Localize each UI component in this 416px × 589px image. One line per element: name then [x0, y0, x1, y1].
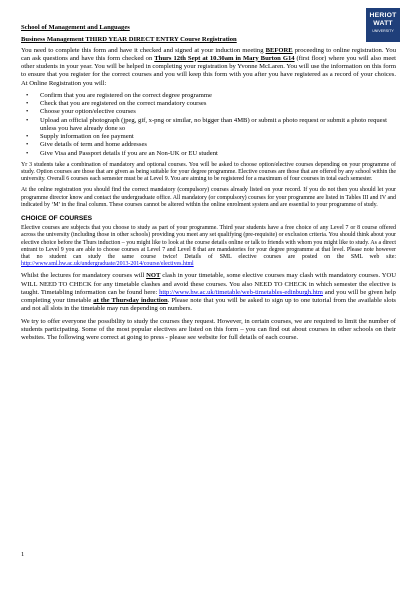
- document-body: [21, 24, 396, 342]
- intro-text-c: (first floor) where you will also meet other students in your year. You will be helped in completing your registration by Yvonne McLaren. You will use the information on this form to ensure that you register for the correct courses and you will keep this form with you after you have registered as a record of your choices. At Online Registration you will:: [21, 54, 397, 87]
- list-item: • Upload an official photograph (jpeg, gif, x-png or similar, no bigger than 4MB) or submit a photo request or submit a photo request unless you have already done so: [26, 116, 388, 132]
- online-registration-paragraph: At the online registration you should find the correct mandatory (compulsory) courses already listed on your record. If you do not then you should let your programme director know and contact the undergraduate office. All mandatory (or compulsory) courses for your programme are listed in Tables III and IV and indicated by ‘M’ in the final column. These courses cannot be altered within the online enrolment system and are essential to your programme of study.: [21, 187, 396, 208]
- logo-line-2: WATT: [373, 20, 393, 27]
- list-item-text: Give details of term and home addresses: [40, 141, 147, 149]
- list-item: • Supply information on fee payment: [26, 133, 134, 140]
- lectures-text-d: . Please note that you will be asked to sign up to one tutorial from the available slots and not all slots in the timetable may run depending on numbers.: [21, 297, 396, 313]
- list-item: • Check that you are registered on the correct mandatory courses: [26, 100, 207, 107]
- offer-paragraph: We try to offer everyone the possibility to study the courses they request. However, in certain courses, we are required to limit the number of students participating. Some of the most popular electives are listed on this form – you can find out about courses in other schools on their websites. The following were correct at going to press - please see website for full details of each course.: [21, 317, 396, 342]
- yr3-paragraph: Yr 3 students take a combination of mandatory and optional courses. You will be asked to choose option/elective courses depending on your programme of study. Option courses are those that are given as being suitable for your degree programme. Elective courses are those that are offered by any school within the university. Overall 6 courses each semester must be at Level 9. You are aiming to be registered for a maximum of four courses in total each semester.: [21, 161, 396, 183]
- lectures-text-a: Whilst the lectures for mandatory courses will: [21, 272, 147, 280]
- school-title: School of Management and Languages: [21, 24, 130, 31]
- list-item-text: Upload an official photograph (jpeg, gif, x-png or similar, no bigger than 4MB) or submit a photo request or submit a photo request unless you have already done so: [40, 116, 388, 132]
- timetable-link[interactable]: http://www.hw.ac.uk/timetable/web-timetables-edinburgh.htm: [159, 288, 323, 296]
- list-item: • Give Visa and Passport details if you are an Non-UK or EU student: [26, 149, 218, 157]
- list-item: • Give details of term and home addresses: [26, 141, 147, 149]
- lectures-not: NOT: [146, 272, 161, 280]
- logo-line-3: UNIVERSITY: [372, 29, 394, 33]
- list-item-text: Supply information on fee payment: [40, 133, 134, 140]
- intro-paragraph: [21, 47, 396, 88]
- intro-text-a: You need to complete this form and have it checked and signed at your induction meeting: [21, 46, 266, 54]
- choice-paragraph: [21, 225, 396, 268]
- logo-line-1: HERIOT: [369, 12, 397, 19]
- intro-before: BEFORE: [265, 46, 293, 54]
- list-item-text: Choose your option/elective courses: [40, 108, 136, 116]
- list-item-text: Confirm that you are registered on the correct degree programme: [40, 91, 212, 99]
- timetable-paragraph: [21, 272, 396, 313]
- registration-steps-list: [21, 92, 396, 158]
- lectures-text-c: and you will be given help completing your timetable: [21, 288, 396, 305]
- list-item-text: Check that you are registered on the correct mandatory courses: [40, 100, 207, 107]
- list-item: • Choose your option/elective courses: [26, 108, 136, 116]
- list-item: • Confirm that you are registered on the correct degree programme: [26, 91, 212, 99]
- choice-of-courses-heading: CHOICE OF COURSES: [21, 214, 93, 222]
- intro-text-b: proceeding to online registration. You can ask questions and have this form checked on: [21, 46, 396, 62]
- page-number: 1: [21, 551, 25, 558]
- lectures-text-b: clash in your timetable, some elective courses may clash with mandatory courses. YOU WILL NEED TO CHECK for any timetable clashes and avoid these courses. You also NEED TO CHECK in which semester the elective is taught. Timetabling information can be found here:: [21, 272, 396, 296]
- intro-when: Thurs 12th Sept at 10.30am in Mary Burton G14: [154, 54, 295, 62]
- list-item-text: Give Visa and Passport details if you are an Non-UK or EU student: [40, 149, 218, 157]
- lectures-when: at the Thursday induction: [93, 297, 168, 305]
- choice-text: Elective courses are subjects that you choose to study as part of your programme. Third year students have a free choice of any Level 7 or 8 course offered across the university (including those in other schools) providing you meet any set qualifying (pre-requisite) or exclusion criteria. You should think about your elective choice before the Thurs induction – you might like to look at the course details online or talk to friends with whom you might like to study. As a direct entrant to Level 9 you are able to choose courses at Level 7 and Level 8 that are mandatories for your degree programme at that level. Please note however that no student can study the same course twice! Details of SML elective courses are posted on the SML web site:: [21, 225, 396, 261]
- form-title: Business Management THIRD YEAR DIRECT ENTRY Course Registration: [21, 36, 237, 44]
- sml-electives-link[interactable]: http://www.sml.hw.ac.uk/undergraduate/2013-2014/course/electives.html: [21, 261, 194, 268]
